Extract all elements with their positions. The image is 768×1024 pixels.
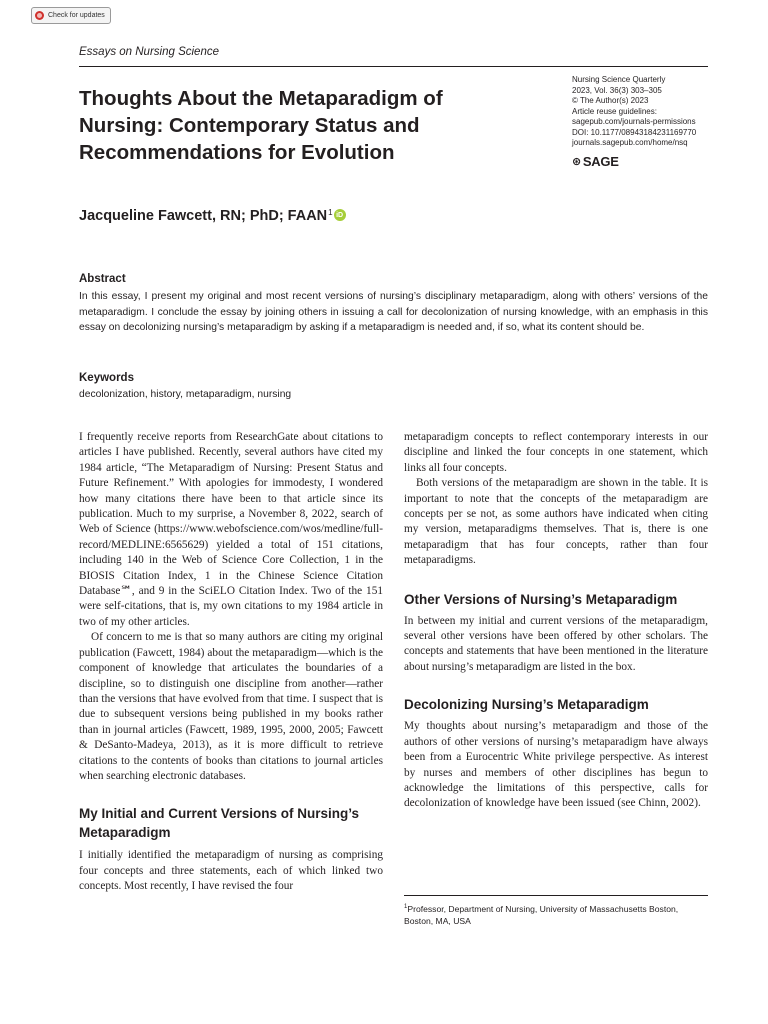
permissions-link[interactable]: sagepub.com/journals-permissions — [572, 117, 696, 126]
journal-home-link[interactable]: journals.sagepub.com/home/nsq — [572, 138, 688, 147]
section-label: Essays on Nursing Science — [79, 46, 219, 58]
author-name: Jacqueline Fawcett, RN; PhD; FAAN — [79, 208, 328, 224]
sage-logo — [572, 154, 619, 169]
body-paragraph: My thoughts about nursing’s metaparadigm and those of the authors of other versions of nursing’s metaparadigm have always been from a Eurocentric White privilege perspective. As interest by nurses and members of other disciplines has begun to acknowledge the limitations of this perspective, calls for decolonization of knowledge have been issued (see Chinn, 2002). — [404, 720, 708, 810]
affiliation-footnote — [404, 901, 708, 928]
body-paragraph: In between my initial and current versions of the metaparadigm, several other versions have been offered by other scholars. The concepts and statements that have been mentioned in the literature about nursing’s metaparadigm are listed in the box. — [404, 614, 708, 673]
author-line — [79, 208, 346, 224]
section-heading-other-versions: Other Versions of Nursing’s Metaparadigm — [404, 591, 678, 607]
article-title: Thoughts About the Metaparadigm of Nursing: Contemporary Status and Recommendations for Evolution — [79, 87, 443, 164]
section-heading-decolonizing: Decolonizing Nursing’s Metaparadigm — [404, 697, 649, 713]
copyright-line: © The Author(s) 2023 — [572, 96, 649, 105]
keywords-heading: Keywords — [79, 372, 134, 384]
affiliation-mark: 1 — [328, 208, 333, 217]
body-paragraph: metaparadigm concepts to reflect contemporary interests in our discipline and linked the four concepts in one statement, which links all four concepts. — [404, 431, 708, 474]
journal-info — [572, 75, 712, 149]
body-paragraph: Of concern to me is that so many authors are citing my original publication (Fawcett, 1984) about the metaparadigm—which is the component of knowledge that articulates the boundaries of a discipline, so to distinguish one discipline from another—rather than the versions that have evolved from that time. I suspect that is due to subsequent versions being published in my books rather than in journal articles (Fawcett, 1989, 1995, 2000, 2005; Fawcett & DeSanto-Madeya, 2013), as it is more difficult to retrieve citations to the contents of books than citations to journal articles when searching electronic databases. — [79, 631, 383, 782]
publisher-name: SAGE — [582, 154, 619, 169]
keywords-text: decolonization, history, metaparadigm, nursing — [79, 389, 292, 400]
body-column-left — [79, 430, 383, 895]
footnote-mark: 1 — [404, 904, 408, 910]
check-for-updates-label: Check for updates — [48, 12, 105, 19]
abstract-heading: Abstract — [79, 273, 126, 285]
footnote-rule — [404, 895, 708, 896]
crossmark-icon — [35, 11, 44, 20]
section-heading-initial-current-versions: My Initial and Current Versions of Nursing’s Metaparadigm — [79, 806, 360, 841]
footnote-text: Professor, Department of Nursing, University of Massachusetts Boston, Boston, MA, USA — [404, 903, 679, 927]
body-paragraph: I frequently receive reports from ResearchGate about citations to articles I have published. Recently, several authors have cited my 1984 article, “The Metaparadigm of Nursing: Present Status and Future Refinement.” With apologies for immodesty, I wondered how many citations there have been to that article since its publication. Much to my surprise, a November 8, 2022, search of Web of Science (https://www.webofscience.com/wos/medline/full-record/MEDLINE:6565629) yielded a total of 151 citations, including 140 in the Web of Science Core Collection, 1 in the BIOSIS Citation Index, 1 in the Chinese Science Citation Database℠, and 9 in the SciELO Citation Index. Two of the 151 were self-citations, that is, my own citations to my 1984 article in two of my other articles. — [79, 431, 383, 628]
doi-link[interactable]: DOI: 10.1177/08943184231169770 — [572, 127, 697, 137]
check-for-updates-button[interactable] — [31, 7, 111, 24]
journal-volume: 2023, Vol. 36(3) 303–305 — [572, 85, 662, 95]
reuse-guidelines-label: Article reuse guidelines: — [572, 106, 657, 116]
journal-name: Nursing Science Quarterly — [572, 75, 666, 84]
body-paragraph: Both versions of the metaparadigm are shown in the table. It is important to note that the concepts of the metaparadigm are concepts per se not, as some authors have indicated when citing my version, metaparadigms themselves. That is, there is one metaparadigm that has four concepts, rather than four metaparadigms. — [404, 477, 708, 567]
header-rule — [79, 66, 708, 67]
orcid-icon[interactable]: iD — [334, 209, 346, 221]
body-column-right — [404, 430, 708, 812]
body-paragraph: I initially identified the metaparadigm of nursing as comprising four concepts and three statements, each of which linked two concepts. Most recently, I have revised the four — [79, 849, 383, 893]
sage-logo-icon: ⊛ — [572, 156, 581, 168]
abstract-text: In this essay, I present my original and most recent versions of nursing’s disciplinary metaparadigm, along with others’ versions of the metaparadigm. I conclude the essay by joining others in issuing a call for decolonization of nursing knowledge, with an emphasis in this essay on decolonizing nursing’s metaparadigm by asking if a metaparadigm is needed and, if so, what its content should be. — [79, 291, 708, 333]
